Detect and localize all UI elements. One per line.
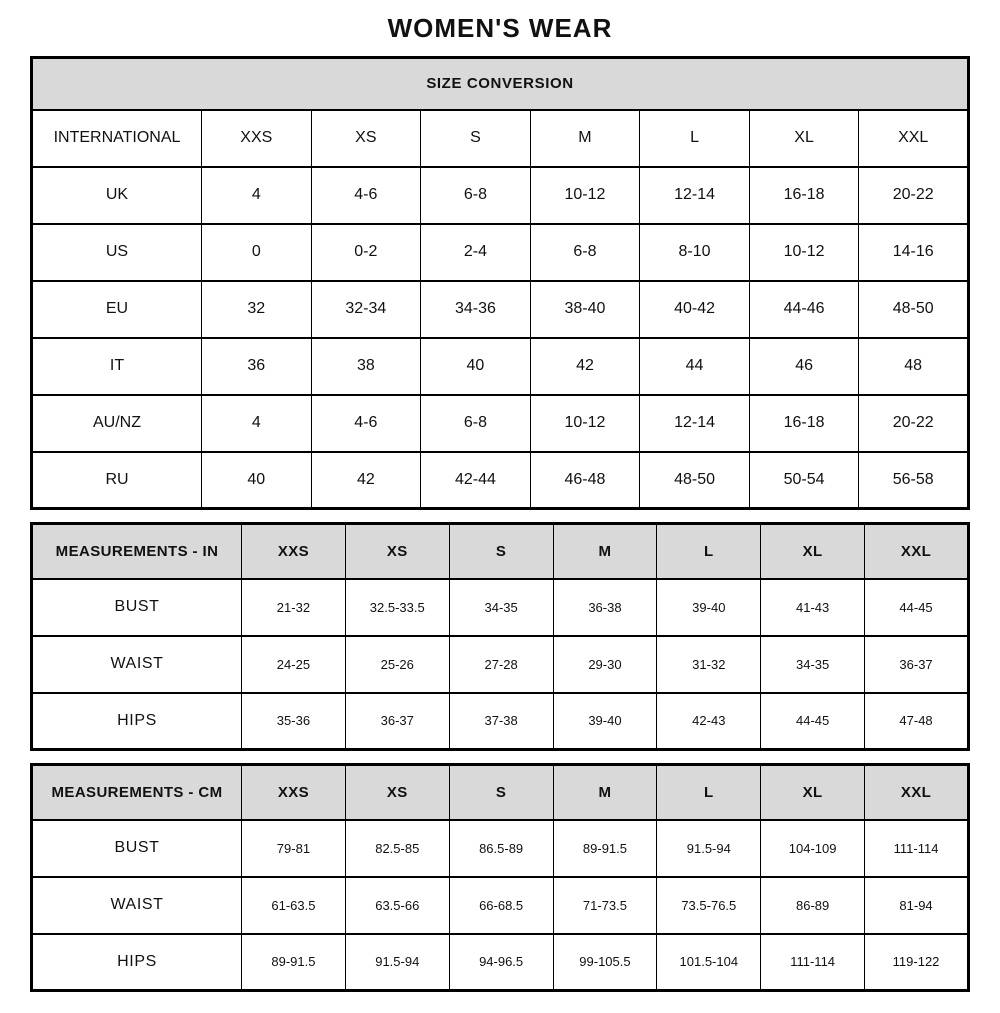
column-header-cell: S — [421, 110, 531, 167]
table-row — [32, 452, 969, 509]
value-cell: 6-8 — [421, 395, 531, 452]
column-header-cell: L — [640, 110, 750, 167]
table-row — [32, 167, 969, 224]
value-cell: 66-68.5 — [449, 877, 553, 934]
value-cell: 24-25 — [242, 636, 346, 693]
value-cell: 14-16 — [859, 224, 969, 281]
column-header-cell: M — [553, 765, 657, 820]
column-header-cell: XL — [761, 524, 865, 579]
column-header-cell: S — [449, 765, 553, 820]
value-cell: 111-114 — [865, 820, 969, 877]
row-label-cell: AU/NZ — [32, 395, 202, 452]
value-cell: 29-30 — [553, 636, 657, 693]
value-cell: 16-18 — [749, 167, 859, 224]
column-header-cell: XXS — [242, 765, 346, 820]
value-cell: 89-91.5 — [242, 934, 346, 991]
value-cell: 35-36 — [242, 693, 346, 750]
column-header-row — [32, 110, 969, 167]
table-row — [32, 877, 969, 934]
row-label-cell: HIPS — [32, 693, 242, 750]
value-cell: 47-48 — [865, 693, 969, 750]
value-cell: 34-35 — [761, 636, 865, 693]
measurements-in-table — [30, 522, 970, 751]
table-row — [32, 395, 969, 452]
value-cell: 10-12 — [530, 395, 640, 452]
value-cell: 34-35 — [449, 579, 553, 636]
table-row — [32, 338, 969, 395]
value-cell: 46-48 — [530, 452, 640, 509]
column-header-cell: XXS — [202, 110, 312, 167]
value-cell: 4 — [202, 167, 312, 224]
row-label-cell: BUST — [32, 579, 242, 636]
value-cell: 86-89 — [761, 877, 865, 934]
column-header-cell: XL — [761, 765, 865, 820]
value-cell: 4-6 — [311, 167, 421, 224]
column-header-cell: INTERNATIONAL — [32, 110, 202, 167]
table-row — [32, 281, 969, 338]
measurements-cm-table — [30, 763, 970, 992]
value-cell: 21-32 — [242, 579, 346, 636]
value-cell: 42-43 — [657, 693, 761, 750]
value-cell: 16-18 — [749, 395, 859, 452]
table-title-cell: MEASUREMENTS - IN — [32, 524, 242, 579]
value-cell: 63.5-66 — [345, 877, 449, 934]
value-cell: 79-81 — [242, 820, 346, 877]
value-cell: 61-63.5 — [242, 877, 346, 934]
column-header-cell: XS — [311, 110, 421, 167]
table-row — [32, 820, 969, 877]
value-cell: 0 — [202, 224, 312, 281]
value-cell: 104-109 — [761, 820, 865, 877]
page-title: WOMEN'S WEAR — [387, 13, 613, 43]
column-header-row — [32, 524, 969, 579]
value-cell: 73.5-76.5 — [657, 877, 761, 934]
table-row — [32, 693, 969, 750]
column-header-cell: XS — [345, 524, 449, 579]
value-cell: 44-45 — [865, 579, 969, 636]
value-cell: 86.5-89 — [449, 820, 553, 877]
table-row — [32, 934, 969, 991]
table-header-row — [32, 58, 969, 110]
value-cell: 48-50 — [640, 452, 750, 509]
table-row — [32, 224, 969, 281]
value-cell: 12-14 — [640, 395, 750, 452]
value-cell: 37-38 — [449, 693, 553, 750]
value-cell: 12-14 — [640, 167, 750, 224]
column-header-cell: XXS — [242, 524, 346, 579]
value-cell: 10-12 — [530, 167, 640, 224]
row-label-cell: WAIST — [32, 877, 242, 934]
row-label-cell: BUST — [32, 820, 242, 877]
value-cell: 38 — [311, 338, 421, 395]
value-cell: 44 — [640, 338, 750, 395]
column-header-row — [32, 765, 969, 820]
value-cell: 32.5-33.5 — [345, 579, 449, 636]
value-cell: 42 — [530, 338, 640, 395]
row-label-cell: IT — [32, 338, 202, 395]
value-cell: 99-105.5 — [553, 934, 657, 991]
value-cell: 48 — [859, 338, 969, 395]
table-title-cell: SIZE CONVERSION — [32, 58, 969, 110]
value-cell: 39-40 — [657, 579, 761, 636]
value-cell: 8-10 — [640, 224, 750, 281]
value-cell: 56-58 — [859, 452, 969, 509]
value-cell: 10-12 — [749, 224, 859, 281]
row-label-cell: RU — [32, 452, 202, 509]
value-cell: 41-43 — [761, 579, 865, 636]
value-cell: 6-8 — [421, 167, 531, 224]
value-cell: 36-37 — [865, 636, 969, 693]
row-label-cell: UK — [32, 167, 202, 224]
value-cell: 111-114 — [761, 934, 865, 991]
value-cell: 40 — [421, 338, 531, 395]
value-cell: 6-8 — [530, 224, 640, 281]
value-cell: 36-38 — [553, 579, 657, 636]
value-cell: 40-42 — [640, 281, 750, 338]
table-row — [32, 636, 969, 693]
value-cell: 2-4 — [421, 224, 531, 281]
value-cell: 119-122 — [865, 934, 969, 991]
row-label-cell: WAIST — [32, 636, 242, 693]
value-cell: 82.5-85 — [345, 820, 449, 877]
value-cell: 89-91.5 — [553, 820, 657, 877]
value-cell: 20-22 — [859, 395, 969, 452]
row-label-cell: HIPS — [32, 934, 242, 991]
column-header-cell: XXL — [865, 765, 969, 820]
column-header-cell: S — [449, 524, 553, 579]
value-cell: 42 — [311, 452, 421, 509]
column-header-cell: M — [530, 110, 640, 167]
value-cell: 25-26 — [345, 636, 449, 693]
table-row — [32, 579, 969, 636]
column-header-cell: XXL — [859, 110, 969, 167]
value-cell: 50-54 — [749, 452, 859, 509]
value-cell: 4-6 — [311, 395, 421, 452]
table-title-cell: MEASUREMENTS - CM — [32, 765, 242, 820]
column-header-cell: XXL — [865, 524, 969, 579]
value-cell: 91.5-94 — [345, 934, 449, 991]
column-header-cell: M — [553, 524, 657, 579]
row-label-cell: EU — [32, 281, 202, 338]
value-cell: 91.5-94 — [657, 820, 761, 877]
value-cell: 38-40 — [530, 281, 640, 338]
column-header-cell: L — [657, 524, 761, 579]
value-cell: 48-50 — [859, 281, 969, 338]
column-header-cell: XS — [345, 765, 449, 820]
value-cell: 34-36 — [421, 281, 531, 338]
value-cell: 0-2 — [311, 224, 421, 281]
value-cell: 20-22 — [859, 167, 969, 224]
value-cell: 27-28 — [449, 636, 553, 693]
value-cell: 36 — [202, 338, 312, 395]
value-cell: 81-94 — [865, 877, 969, 934]
value-cell: 31-32 — [657, 636, 761, 693]
value-cell: 39-40 — [553, 693, 657, 750]
value-cell: 94-96.5 — [449, 934, 553, 991]
value-cell: 101.5-104 — [657, 934, 761, 991]
value-cell: 40 — [202, 452, 312, 509]
value-cell: 42-44 — [421, 452, 531, 509]
column-header-cell: L — [657, 765, 761, 820]
value-cell: 32 — [202, 281, 312, 338]
value-cell: 32-34 — [311, 281, 421, 338]
value-cell: 36-37 — [345, 693, 449, 750]
value-cell: 71-73.5 — [553, 877, 657, 934]
value-cell: 46 — [749, 338, 859, 395]
value-cell: 44-46 — [749, 281, 859, 338]
row-label-cell: US — [32, 224, 202, 281]
value-cell: 44-45 — [761, 693, 865, 750]
column-header-cell: XL — [749, 110, 859, 167]
size-conversion-table — [30, 56, 970, 510]
value-cell: 4 — [202, 395, 312, 452]
